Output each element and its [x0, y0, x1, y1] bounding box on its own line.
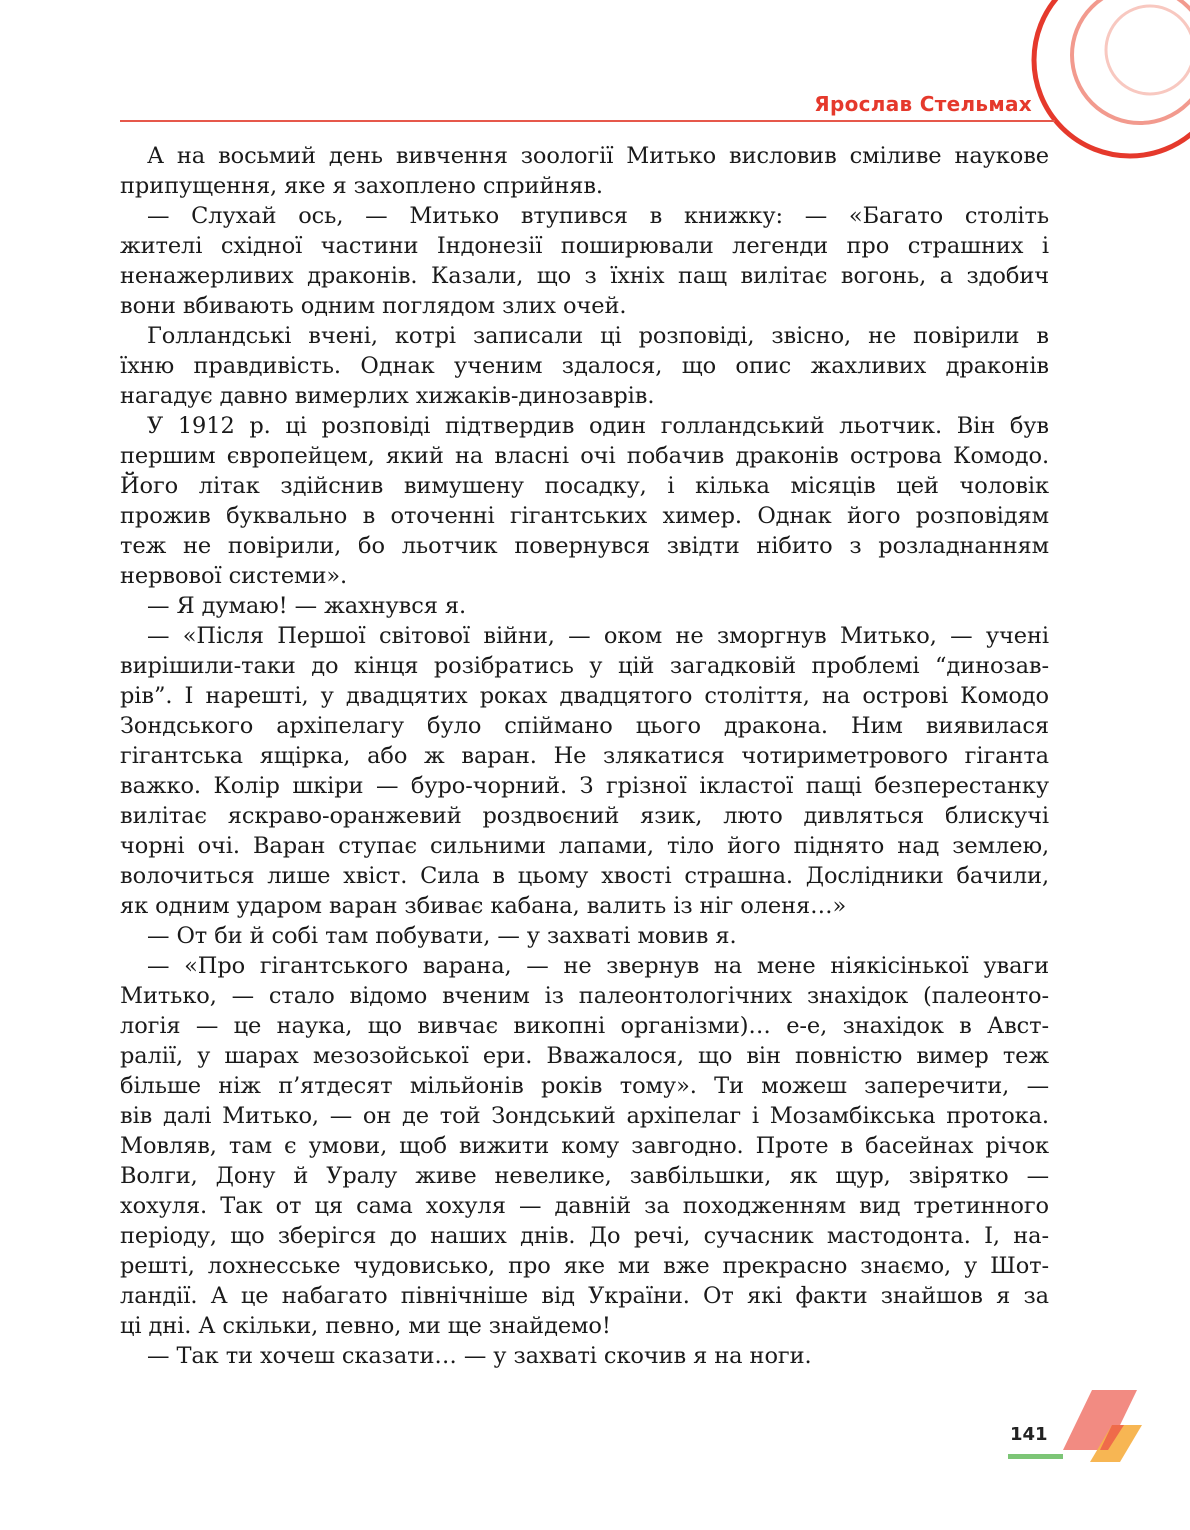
text-line: більше ніж п’ятдесят мільйонів років тому». Ти можеш заперечити, — [120, 1073, 1049, 1099]
header-rule [120, 120, 1055, 122]
text-line: першим європейцем, який на власні очі побачив драконів острова Комодо. [120, 443, 1049, 469]
text-line: вирішили-таки до кінця розібратись у цій загадковій проблемі “динозав- [120, 653, 1049, 679]
text-line: жителі східної частини Індонезії поширювали легенди про страшних і [120, 233, 1049, 259]
text-line: — «Після Першої світової війни, — оком не зморгнув Митько, — учені [147, 623, 1049, 649]
text-line: Митько, — стало відомо вченим із палеонтологічних знахідок (палеонто- [120, 983, 1049, 1009]
text-line: Мовляв, там є умови, щоб вижити кому завгодно. Проте в басейнах річок [120, 1133, 1049, 1159]
text-line: рів”. І нарешті, у двадцятих роках двадцятого століття, на острові Комодо [120, 683, 1049, 709]
text-line: логія — це наука, що вивчає викопні організми)… е-е, знахідок в Авст- [120, 1013, 1049, 1039]
text-line: важко. Колір шкіри — буро-чорний. З грізної ікластої пащі безперестанку [120, 773, 1049, 799]
text-line: Волги, Дону й Уралу живе невелике, завбільшки, як щур, звірятко — [120, 1163, 1049, 1189]
decorative-circles [1034, 0, 1190, 156]
text-line: припущення, яке я захоплено сприйняв. [120, 173, 603, 199]
text-line: Зондського архіпелагу було спіймано цього дракона. Ним виявилася [120, 713, 1049, 739]
text-line: прожив буквально в оточенні гігантських химер. Однак його розповідям [120, 503, 1049, 529]
text-line: ненажерливих драконів. Казали, що з їхніх пащ вилітає вогонь, а здобич [120, 263, 1049, 289]
text-line: нервової системи». [120, 563, 348, 589]
text-line: як одним ударом варан збиває кабана, валить із ніг оленя…» [120, 893, 847, 919]
text-line: Його літак здійснив вимушену посадку, і кілька місяців цей чоловік [120, 473, 1049, 499]
text-line: — «Про гігантського варана, — не звернув на мене ніякісінької уваги [147, 953, 1049, 979]
text-line: нагадує давно вимерлих хижаків-динозаврів. [120, 383, 655, 409]
text-line: хохуля. Так от ця сама хохуля — давній за походженням вид третинного [120, 1193, 1049, 1219]
text-line: — Я думаю! — жахнувся я. [147, 593, 467, 619]
decorative-parallelograms [1063, 1390, 1142, 1462]
text-line: ландії. А це набагато північніше від України. От які факти знайшов я за [120, 1283, 1049, 1309]
text-line: вів далі Митько, — он де той Зондський архіпелаг і Мозамбікська протока. [120, 1103, 1049, 1129]
text-line: — Так ти хочеш сказати… — у захваті скочив я на ноги. [147, 1343, 812, 1369]
text-line: гігантська ящірка, або ж варан. Не злякатися чотириметрового гіганта [120, 743, 1049, 769]
page-number-underline [1008, 1454, 1063, 1459]
text-line: теж не повірили, бо льотчик повернувся звідти нібито з розладнанням [120, 533, 1049, 559]
text-line: А на восьмий день вивчення зоології Митько висловив сміливе наукове [147, 143, 1049, 169]
text-line: ралії, у шарах мезозойської ери. Вважалося, що він повністю вимер теж [120, 1043, 1049, 1069]
header-author-name: Ярослав Стельмах [814, 92, 1032, 116]
text-line: чорні очі. Варан ступає сильними лапами, тіло його піднято над землею, [120, 833, 1049, 859]
body-text [120, 141, 1049, 1371]
page-number: 141 [1010, 1424, 1048, 1445]
text-line: — Слухай ось, — Митько втупився в книжку: — «Багато століть [147, 203, 1049, 229]
text-line: їхню правдивість. Однак ученим здалося, що опис жахливих драконів [120, 353, 1049, 379]
text-line: вони вбивають одним поглядом злих очей. [120, 293, 627, 319]
text-line: — От би й собі там побувати, — у захваті мовив я. [147, 923, 737, 949]
text-line: вилітає яскраво-оранжевий роздвоєний язик, люто дивляться блискучі [120, 803, 1049, 829]
text-line: ці дні. А скільки, певно, ми ще знайдемо! [120, 1313, 611, 1339]
text-line: волочиться лише хвіст. Сила в цьому хвості страшна. Дослідники бачили, [120, 863, 1049, 889]
text-line: Голландські вчені, котрі записали ці розповіді, звісно, не повірили в [147, 323, 1049, 349]
text-line: періоду, що зберігся до наших днів. До речі, сучасник мастодонта. І, на- [120, 1223, 1049, 1249]
text-line: решті, лохнесське чудовисько, про яке ми вже прекрасно знаємо, у Шот- [120, 1253, 1049, 1279]
text-line: У 1912 р. ці розповіді підтвердив один голландський льотчик. Він був [147, 413, 1049, 439]
